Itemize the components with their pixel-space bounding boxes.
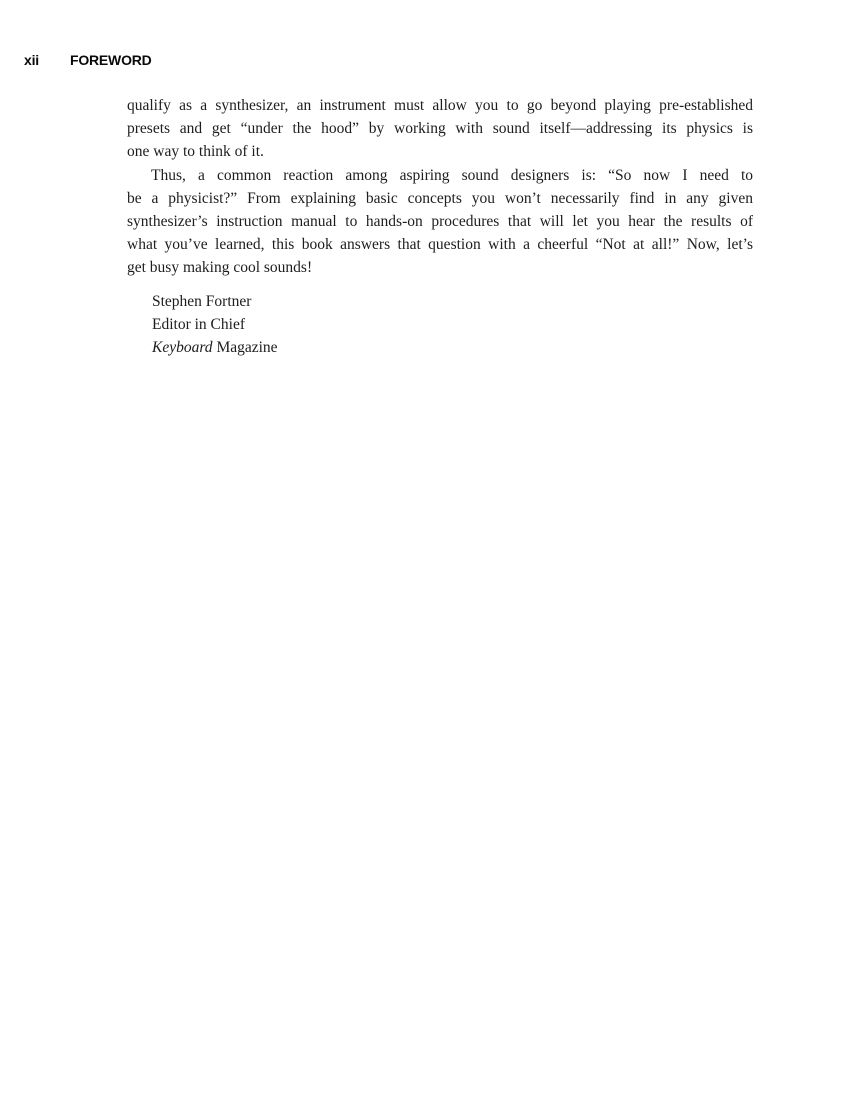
magazine-suffix: Magazine <box>212 339 278 357</box>
running-head: FOREWORD <box>69 52 152 68</box>
page-header <box>24 53 152 68</box>
page-number: xii <box>24 52 39 68</box>
signature-block <box>152 290 753 360</box>
text-line: get busy making cool sounds! <box>127 259 313 277</box>
text-line: Thus, a common reaction among aspiring sound designers is: “So now I need to <box>151 166 753 184</box>
text-line: qualify as a synthesizer, an instrument must allow you to go beyond playing pre-established <box>127 97 753 114</box>
magazine-name: Keyboard <box>152 339 213 357</box>
text-line: be a physicist?” From explaining basic concepts you won’t necessarily find in any given <box>127 189 753 207</box>
body-text <box>127 94 753 359</box>
text-line: presets and get “under the hood” by working with sound itself—addressing its physics is <box>127 120 753 138</box>
text-line: one way to think of it. <box>127 143 264 161</box>
signature-title: Editor in Chief <box>152 315 245 333</box>
signature-name: Stephen Fortner <box>152 292 252 310</box>
text-line: synthesizer’s instruction manual to hands-on procedures that will let you hear the results of <box>127 213 753 231</box>
signature-magazine <box>152 336 753 359</box>
paragraphs-container <box>127 94 753 280</box>
text-line: what you’ve learned, this book answers that question with a cheerful “Not at all!” Now, let’s <box>127 236 753 254</box>
